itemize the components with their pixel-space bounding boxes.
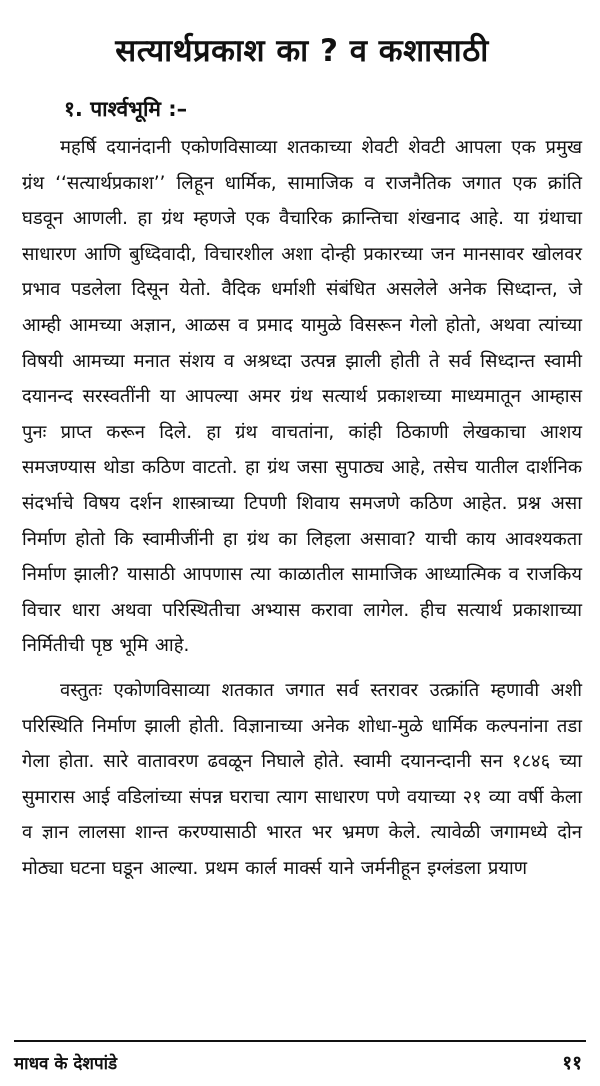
section-heading: १. पार्श्वभूमि :– [64, 97, 188, 121]
footer-divider [14, 1040, 586, 1042]
page-number: ११ [562, 1052, 582, 1074]
paragraph-1: महर्षि दयानंदानी एकोणविसाव्या शतकाच्या शेवटी शेवटी आपला एक प्रमुख ग्रंथ ‘‘सत्यार्थप्रकाश’’ लिहून धार्मिक, सामाजिक व राजनैतिक जगात एक क्रांति घडवून आणली. हा ग्रंथ म्हणजे एक वैचारिक क्रान्तिचा शंखनाद आहे. या ग्रंथाचा साधारण आणि बुध्दिवादी, विचारशील अशा दोन्ही प्रकारच्या जन मानसावर खोलवर प्रभाव पडलेला दिसून येतो. वैदिक धर्माशी संबंधित असलेले अनेक सिध्दान्त, जे आम्ही आमच्या अज्ञान, आळस व प्रमाद यामुळे विसरून गेलो होतो, अथवा त्यांच्या विषयी आमच्या मनात संशय व अश्रध्दा उत्पन्न झाली होती ते सर्व सिध्दान्त स्वामी दयानन्द सरस्वतींनी या आपल्या अमर ग्रंथ सत्यार्थ प्रकाशच्या माध्यमातून आम्हास पुनः प्राप्त करून दिले. हा ग्रंथ वाचतांना, कांही ठिकाणी लेखकाचा आशय समजण्यास थोडा कठिण वाटतो. हा ग्रंथ जसा सुपाठ्य आहे, तसेच यातील दार्शनिक संदर्भाचे विषय दर्शन शास्त्राच्या टिपणी शिवाय समजणे कठिण आहेत. प्रश्न असा निर्माण होतो कि स्वामीजींनी हा ग्रंथ का लिहला असावा? याची काय आवश्यकता निर्माण झाली? यासाठी आपणास त्या काळातील सामाजिक आध्यात्मिक व राजकिय विचार धारा अथवा परिस्थितीचा अभ्यास करावा लागेल. हीच सत्यार्थ प्रकाशाच्या निर्मितीची पृष्ठ भूमि आहे. [22, 137, 582, 657]
footer-author: माधव के देशपांडे [14, 1053, 118, 1074]
page-title: सत्यार्थप्रकाश का ? व कशासाठी [115, 33, 489, 69]
paragraph-2: वस्तुतः एकोणविसाव्या शतकात जगात सर्व स्तरावर उत्क्रांति म्हणावी अशी परिस्थिति निर्माण झाली होती. विज्ञानाच्या अनेक शोधा-मुळे धार्मिक कल्पनांना तडा गेला होता. सारे वातावरण ढवळून निघाले होते. स्वामी दयानन्दानी सन १८४६ च्या सुमारास आई वडिलांच्या संपन्न घराचा त्याग साधारण पणे वयाच्या २१ व्या वर्षी केला व ज्ञान लालसा शान्त करण्यासाठी भारत भर भ्रमण केले. त्यावेळी जगामध्ये दोन मोठ्या घटना घडून आल्या. प्रथम कार्ल मार्क्स याने जर्मनीहून इग्लंडला प्रयाण [22, 679, 582, 879]
page-footer [14, 1046, 582, 1078]
